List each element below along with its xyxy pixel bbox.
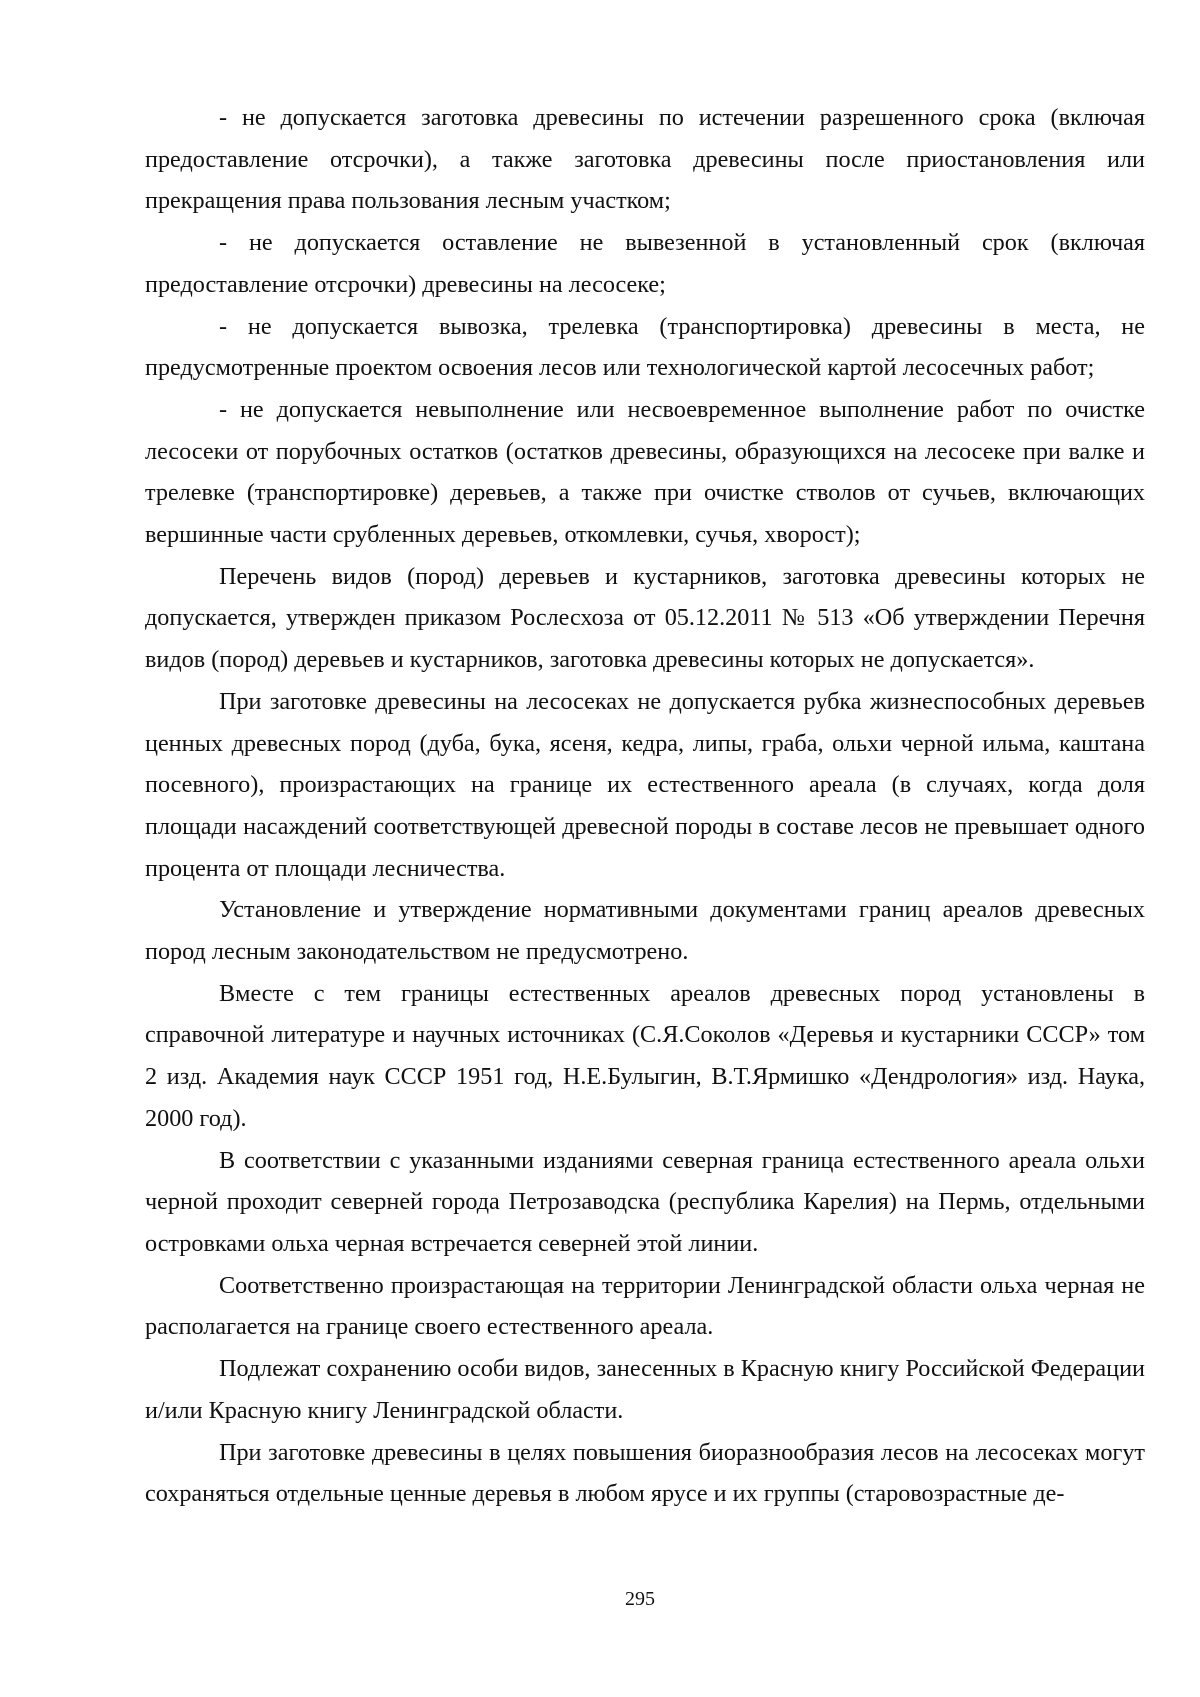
paragraph-7: Установление и утверждение нормативными документами границ ареалов древесных пород лесным законодательством не предусмотрено.: [145, 896, 1145, 966]
paragraph-6: При заготовке древесины на лесосеках не допускается рубка жизнеспособных деревьев ценных древесных пород (дуба, бука, ясеня, кедра, липы, граба, ольхи черной ильма, каштана посевного), произрастающих на границе их естественного ареала (в случаях, когда доля площади насаждений соответствующей древесной породы в составе лесов не превышает одного процента от площади лесничества.: [145, 687, 1145, 882]
paragraph-11: Подлежат сохранению особи видов, занесенных в Красную книгу Российской Федерации и/или Красную книгу Ленинградской области.: [145, 1355, 1145, 1424]
paragraph-1: - не допускается заготовка древесины по истечении разрешенного срока (включая предоставление отсрочки), а также заготовка древесины после приостановления или прекращения права пользования лесным участком;: [145, 104, 1145, 215]
page-number: 295: [625, 1588, 655, 1610]
paragraph-8: Вместе с тем границы естественных ареалов древесных пород установлены в справочной литературе и научных источниках (С.Я.Соколов «Деревья и кустарники СССР» том 2 изд. Академия наук СССР 1951 год, Н.Е.Булыгин, В.Т.Ярмишко «Дендрология» изд. Наука, 2000 год).: [145, 979, 1145, 1132]
paragraph-9: В соответствии с указанными изданиями северная граница естественного ареала ольхи черной проходит северней города Петрозаводска (республика Карелия) на Пермь, отдельными островками ольха черная встречается северней этой линии.: [145, 1146, 1145, 1257]
paragraph-12: При заготовке древесины в целях повышения биоразнообразия лесов на лесосеках могут сохраняться отдельные ценные деревья в любом ярусе и их группы (старовозрастные де-: [145, 1438, 1145, 1508]
paragraph-2: - не допускается оставление не вывезенной в установленный срок (включая предоставление отсрочки) древесины на лесосеке;: [145, 229, 1145, 298]
paragraph-10: Соответственно произрастающая на территории Ленинградской области ольха черная не располагается на границе своего естественного ареала.: [145, 1271, 1145, 1341]
paragraph-4: - не допускается невыполнение или несвоевременное выполнение работ по очистке лесосеки от порубочных остатков (остатков древесины, образующихся на лесосеке при валке и трелевке (транспортировке) деревьев, а также при очистке стволов от сучьев, включающих вершинные части срубленных деревьев, откомлевки, сучья, хворост);: [145, 395, 1145, 549]
paragraph-5: Перечень видов (пород) деревьев и кустарников, заготовка древесины которых не допускается, утвержден приказом Рослесхоза от 05.12.2011 № 513 «Об утверждении Перечня видов (пород) деревьев и кустарников, заготовка древесины которых не допускается».: [145, 562, 1145, 674]
document-body: [145, 97, 1145, 1515]
paragraph-3: - не допускается вывозка, трелевка (транспортировка) древесины в места, не предусмотренные проектом освоения лесов или технологической картой лесосечных работ;: [145, 312, 1145, 382]
